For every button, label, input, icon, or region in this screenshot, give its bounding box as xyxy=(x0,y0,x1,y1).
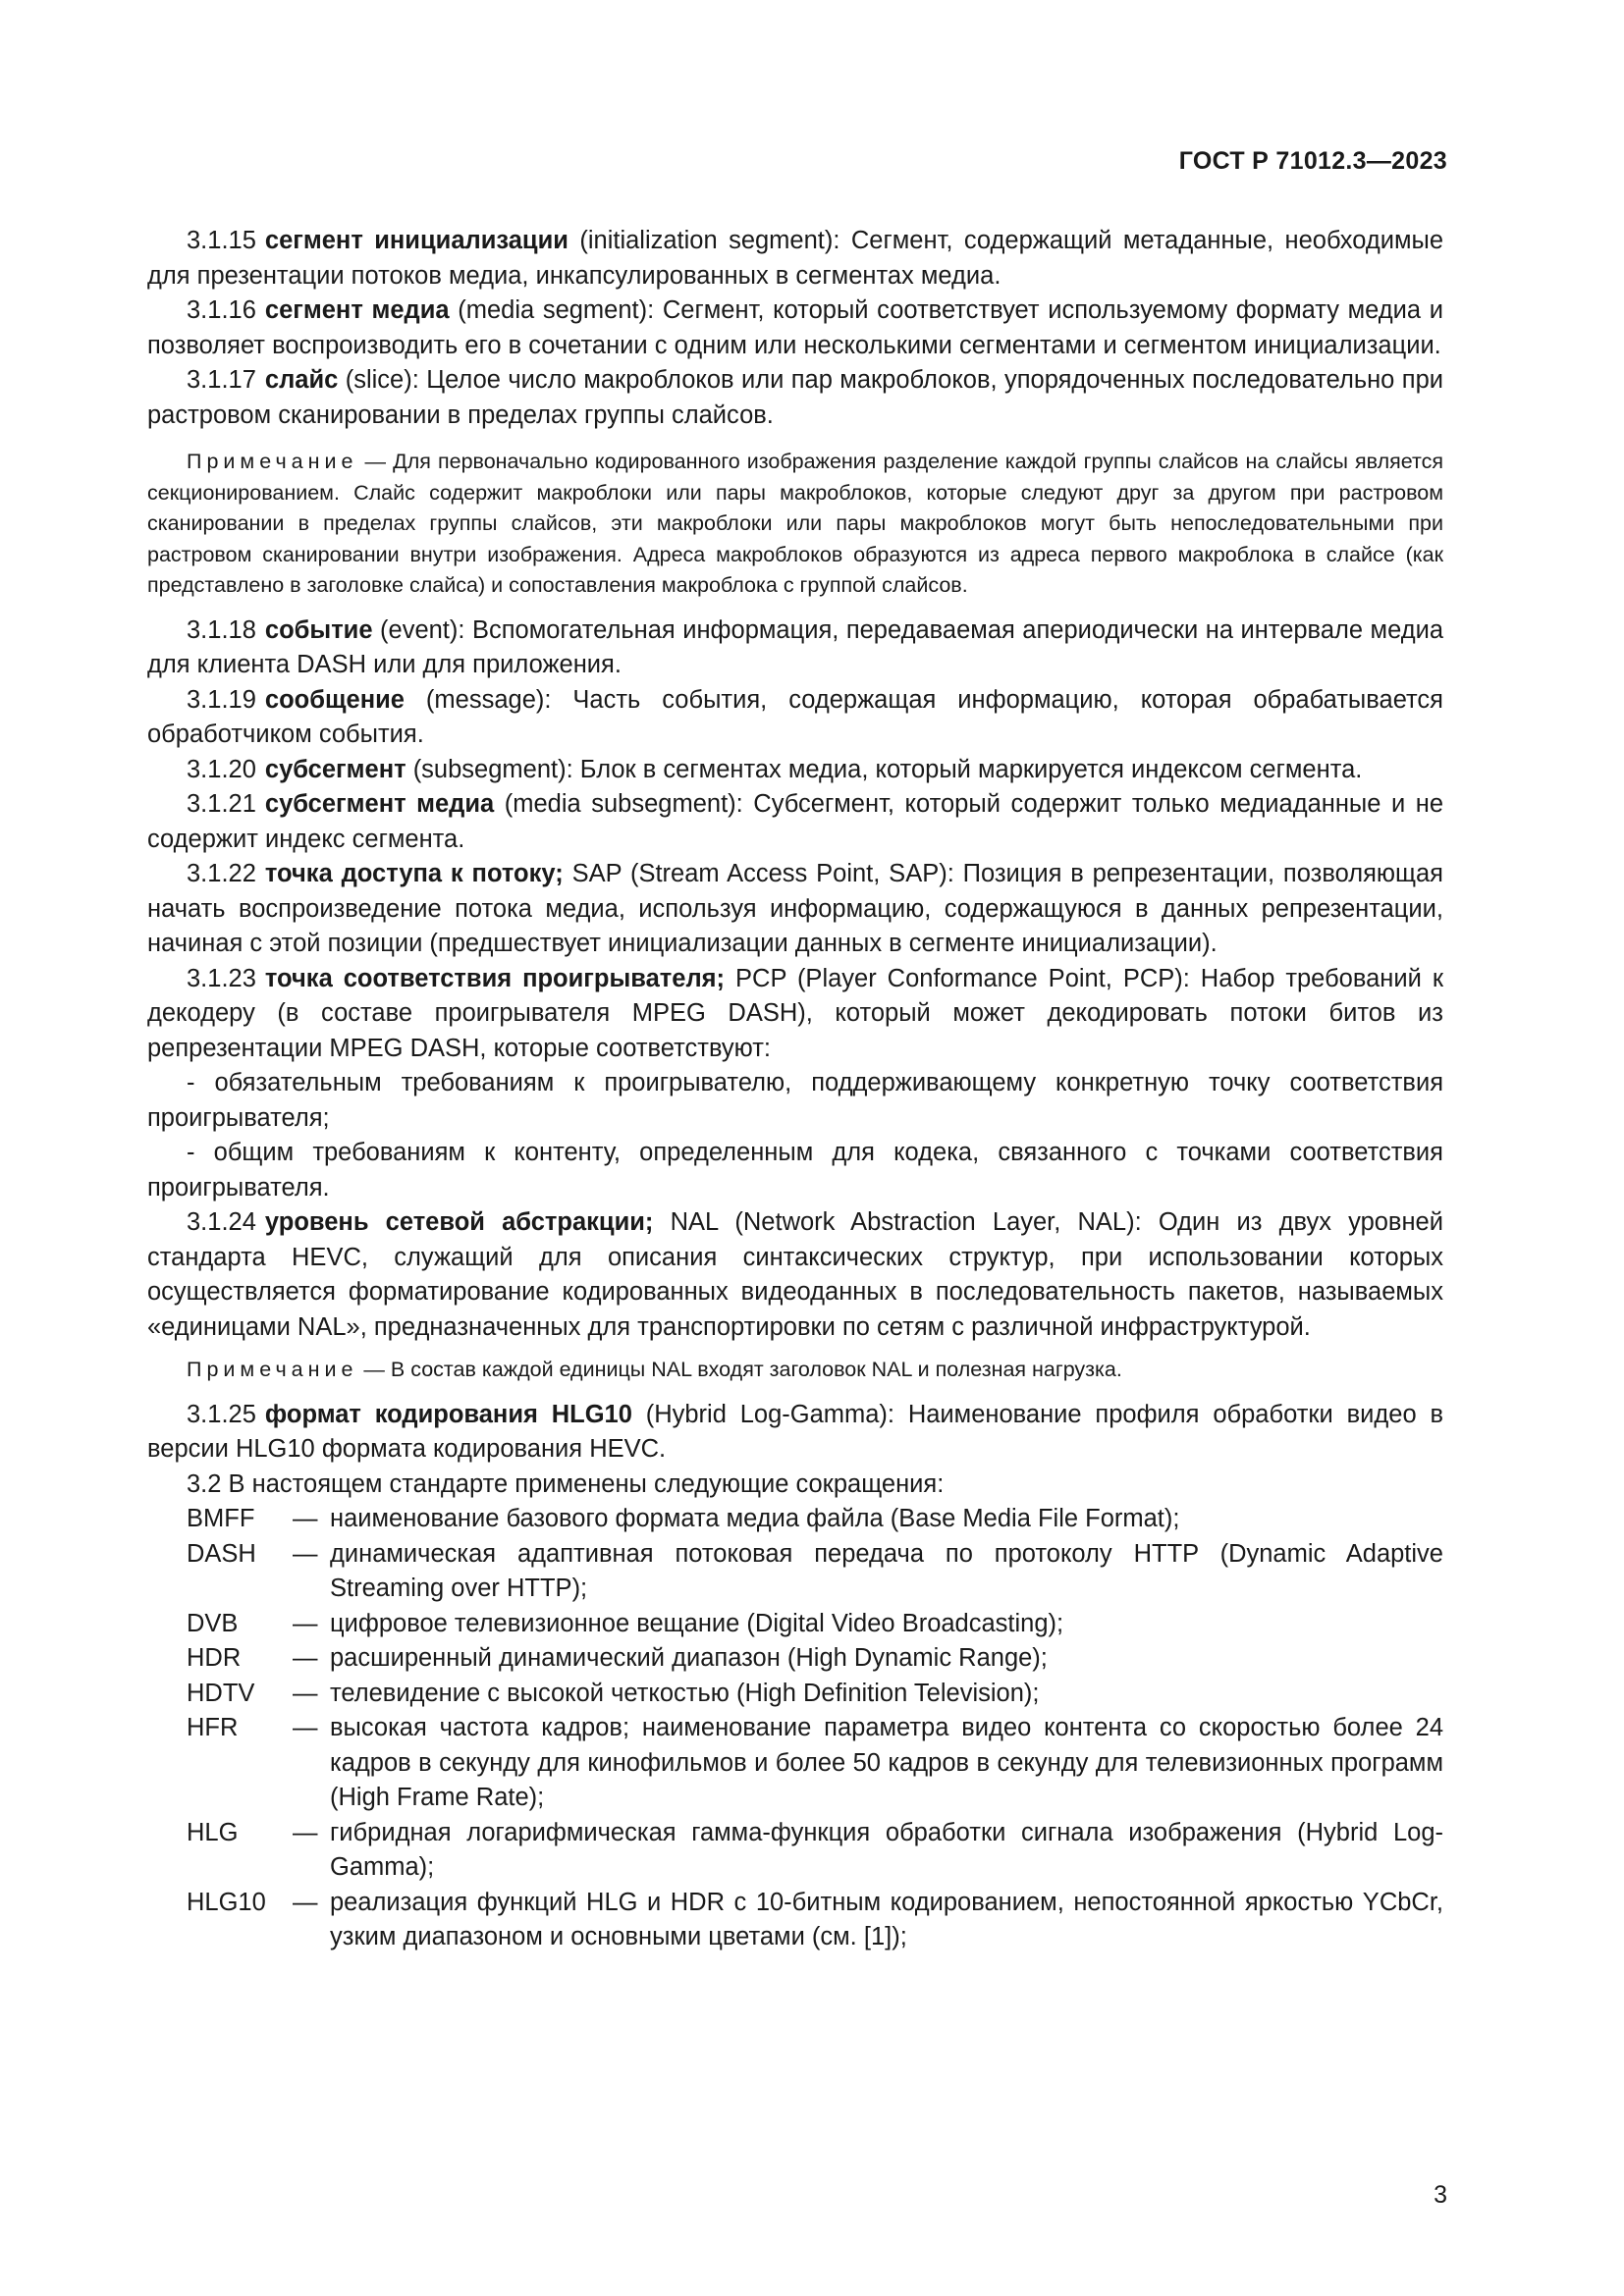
abbreviations-intro: 3.2 В настоящем стандарте применены следующие сокращения: xyxy=(187,1469,945,1498)
abbreviation-dash: — xyxy=(293,1505,318,1532)
definition-text: SAP (Stream Access Point, SAP): Позиция в репрезентации, позволяющая начать воспроизведение потока медиа, используя информацию, содержащуюся в данных репрезентации, начиная с этой позиции (предшествует инициализации данных в сегменте инициализации). xyxy=(147,860,1443,957)
abbreviation-row xyxy=(187,1502,1443,1537)
abbreviation-text: телевидение с высокой четкостью (High Definition Television); xyxy=(330,1679,1040,1707)
definition-3-1-24 xyxy=(147,1205,1443,1345)
abbreviation-dash: — xyxy=(293,1818,318,1846)
abbreviation-dash: — xyxy=(293,1609,318,1637)
definition-text: (initialization segment): Сегмент, содержащий метаданные, необходимые для презентации потоков медиа, инкапсулированных в сегментах медиа. xyxy=(147,227,1443,290)
pcp-list-item: - общим требованиям к контенту, определенным для кодека, связанного с точками соответствия проигрывателя. xyxy=(147,1139,1443,1201)
abbreviation-dash: — xyxy=(293,1644,318,1672)
definition-number: 3.1.25 xyxy=(187,1400,256,1428)
definition-number: 3.1.15 xyxy=(187,227,256,254)
page-body xyxy=(147,224,1443,1955)
definition-term: слайс xyxy=(264,366,339,394)
definition-term: точка доступа к потоку; xyxy=(264,860,564,887)
note-text: — В состав каждой единицы NAL входят заголовок NAL и полезная нагрузка. xyxy=(357,1358,1122,1381)
abbreviation-row xyxy=(187,1677,1443,1712)
definition-3-1-16 xyxy=(147,294,1443,363)
definition-3-1-23 xyxy=(147,962,1443,1067)
abbreviation-row xyxy=(187,1816,1443,1886)
page-number: 3 xyxy=(1434,2181,1447,2209)
definition-3-1-20 xyxy=(147,753,1443,788)
definition-number: 3.1.18 xyxy=(187,615,256,644)
abbreviation-code: HFR xyxy=(187,1714,239,1741)
note-nal xyxy=(147,1355,1443,1386)
definition-3-1-19 xyxy=(147,683,1443,753)
definition-text: NAL (Network Abstraction Layer, NAL): Один из двух уровней стандарта HEVC, служащий для описания синтаксических структур, при использовании которых осуществляется форматирование кодированных видеоданных в последовательность пакетов, называемых «единицами NAL», предназначенных для транспортировки по сетям с различной инфраструктурой. xyxy=(147,1208,1443,1341)
definition-3-1-15 xyxy=(147,224,1443,294)
definition-text: (Hybrid Log-Gamma): Наименование профиля обработки видео в версии HLG10 формата кодирования HEVC. xyxy=(147,1400,1443,1463)
abbreviation-dash: — xyxy=(293,1539,318,1568)
abbreviation-code: HDR xyxy=(187,1644,242,1672)
definition-text: (media segment): Сегмент, который соответствует используемому формату медиа и позволяет воспроизводить его в сочетании с одним или несколькими сегментами и сегментом инициализации. xyxy=(147,296,1443,359)
note-text: — Для первоначально кодированного изображения разделение каждой группы слайсов на слайсы является секционированием. Слайс содержит макроблоки или пары макроблоков, которые следуют друг за другом при растровом сканировании в пределах группы слайсов, эти макроблоки или пары макроблоков могут быть непоследовательными при растровом сканировании внутри изображения. Адреса макроблоков образуются из адреса первого макроблока в слайсе (как представлено в заголовке слайса) и сопоставления макроблока с группой слайсов. xyxy=(147,450,1443,597)
note-label: Примечание xyxy=(187,1358,358,1381)
abbreviation-row xyxy=(187,1711,1443,1816)
abbreviation-dash: — xyxy=(293,1679,318,1707)
abbreviation-code: DASH xyxy=(187,1539,256,1568)
definition-number: 3.1.21 xyxy=(187,790,256,818)
definition-term: точка соответствия проигрывателя; xyxy=(264,964,726,992)
document-id-header: ГОСТ Р 71012.3—2023 xyxy=(1178,147,1447,175)
definition-number: 3.1.17 xyxy=(187,366,256,394)
definition-text: (message): Часть события, содержащая информацию, которая обрабатывается обработчиком события. xyxy=(147,685,1443,748)
abbreviation-text: реализация функций HLG и HDR с 10-битным кодированием, непостоянной яркостью YCbCr, узким диапазоном и основными цветами (см. [1]); xyxy=(330,1888,1443,1950)
definition-text: (media subsegment): Субсегмент, который содержит только медиаданные и не содержит индекс сегмента. xyxy=(147,790,1444,853)
definition-text: (subsegment): Блок в сегментах медиа, который маркируется индексом сегмента. xyxy=(406,755,1363,783)
abbreviation-text: динамическая адаптивная потоковая передача по протоколу HTTP (Dynamic Adaptive Streaming over HTTP); xyxy=(330,1539,1443,1602)
definition-number: 3.1.20 xyxy=(187,755,256,783)
abbreviation-row xyxy=(187,1607,1443,1642)
definition-term: сообщение xyxy=(264,685,405,714)
definition-term: субсегмент xyxy=(264,755,406,783)
abbreviation-text: наименование базового формата медиа файла (Base Media File Format); xyxy=(330,1505,1180,1532)
abbreviation-text: расширенный динамический диапазон (High Dynamic Range); xyxy=(330,1644,1048,1672)
definition-3-1-21 xyxy=(147,787,1443,857)
definition-number: 3.1.16 xyxy=(187,296,256,324)
definition-term: субсегмент медиа xyxy=(264,790,495,818)
abbreviation-row xyxy=(187,1886,1443,1955)
definition-term: формат кодирования HLG10 xyxy=(264,1400,632,1428)
abbreviation-code: BMFF xyxy=(187,1505,255,1532)
definition-term: сегмент медиа xyxy=(264,296,450,324)
abbreviation-dash: — xyxy=(293,1888,318,1916)
abbreviation-code: HLG10 xyxy=(187,1888,266,1916)
definition-term: событие xyxy=(264,615,373,644)
definition-number: 3.1.19 xyxy=(187,685,256,714)
definition-3-1-18 xyxy=(147,614,1443,683)
abbreviation-code: DVB xyxy=(187,1609,239,1637)
abbreviation-dash: — xyxy=(293,1714,318,1741)
definition-number: 3.1.24 xyxy=(187,1208,256,1236)
abbreviation-text: высокая частота кадров; наименование параметра видео контента со скоростью более 24 кадров в секунду для кинофильмов и более 50 кадров в секунду для телевизионных программ (High Frame Rate); xyxy=(330,1714,1443,1811)
definition-number: 3.1.23 xyxy=(187,964,256,992)
definition-number: 3.1.22 xyxy=(187,860,256,887)
abbreviation-text: цифровое телевизионное вещание (Digital Video Broadcasting); xyxy=(330,1609,1064,1637)
definition-3-1-25 xyxy=(147,1398,1443,1468)
abbreviation-code: HLG xyxy=(187,1818,239,1846)
abbreviation-row xyxy=(187,1641,1443,1677)
definition-text: (event): Вспомогательная информация, передаваемая апериодически на интервале медиа для клиента DASH или для приложения. xyxy=(147,615,1443,678)
abbreviation-text: гибридная логарифмическая гамма-функция обработки сигнала изображения (Hybrid Log-Gamma); xyxy=(330,1818,1443,1881)
abbreviation-row xyxy=(187,1537,1443,1607)
abbreviation-code: HDTV xyxy=(187,1679,255,1707)
definition-text: PCP (Player Conformance Point, PCP): Набор требований к декодеру (в составе проигрывателя MPEG DASH), который может декодировать потоки битов из репрезентации MPEG DASH, которые соответствуют: xyxy=(147,964,1443,1062)
definition-text: (slice): Целое число макроблоков или пар макроблоков, упорядоченных последовательно при растровом сканировании в пределах группы слайсов. xyxy=(147,366,1443,429)
definition-term: сегмент инициализации xyxy=(264,227,568,254)
definition-3-1-22 xyxy=(147,857,1443,962)
note-slice xyxy=(147,447,1443,602)
pcp-list-item: - обязательным требованиям к проигрывателю, поддерживающему конкретную точку соответствия проигрывателя; xyxy=(147,1069,1443,1132)
note-label: Примечание xyxy=(187,450,358,473)
definition-3-1-17 xyxy=(147,363,1443,433)
definition-term: уровень сетевой абстракции; xyxy=(264,1208,654,1236)
